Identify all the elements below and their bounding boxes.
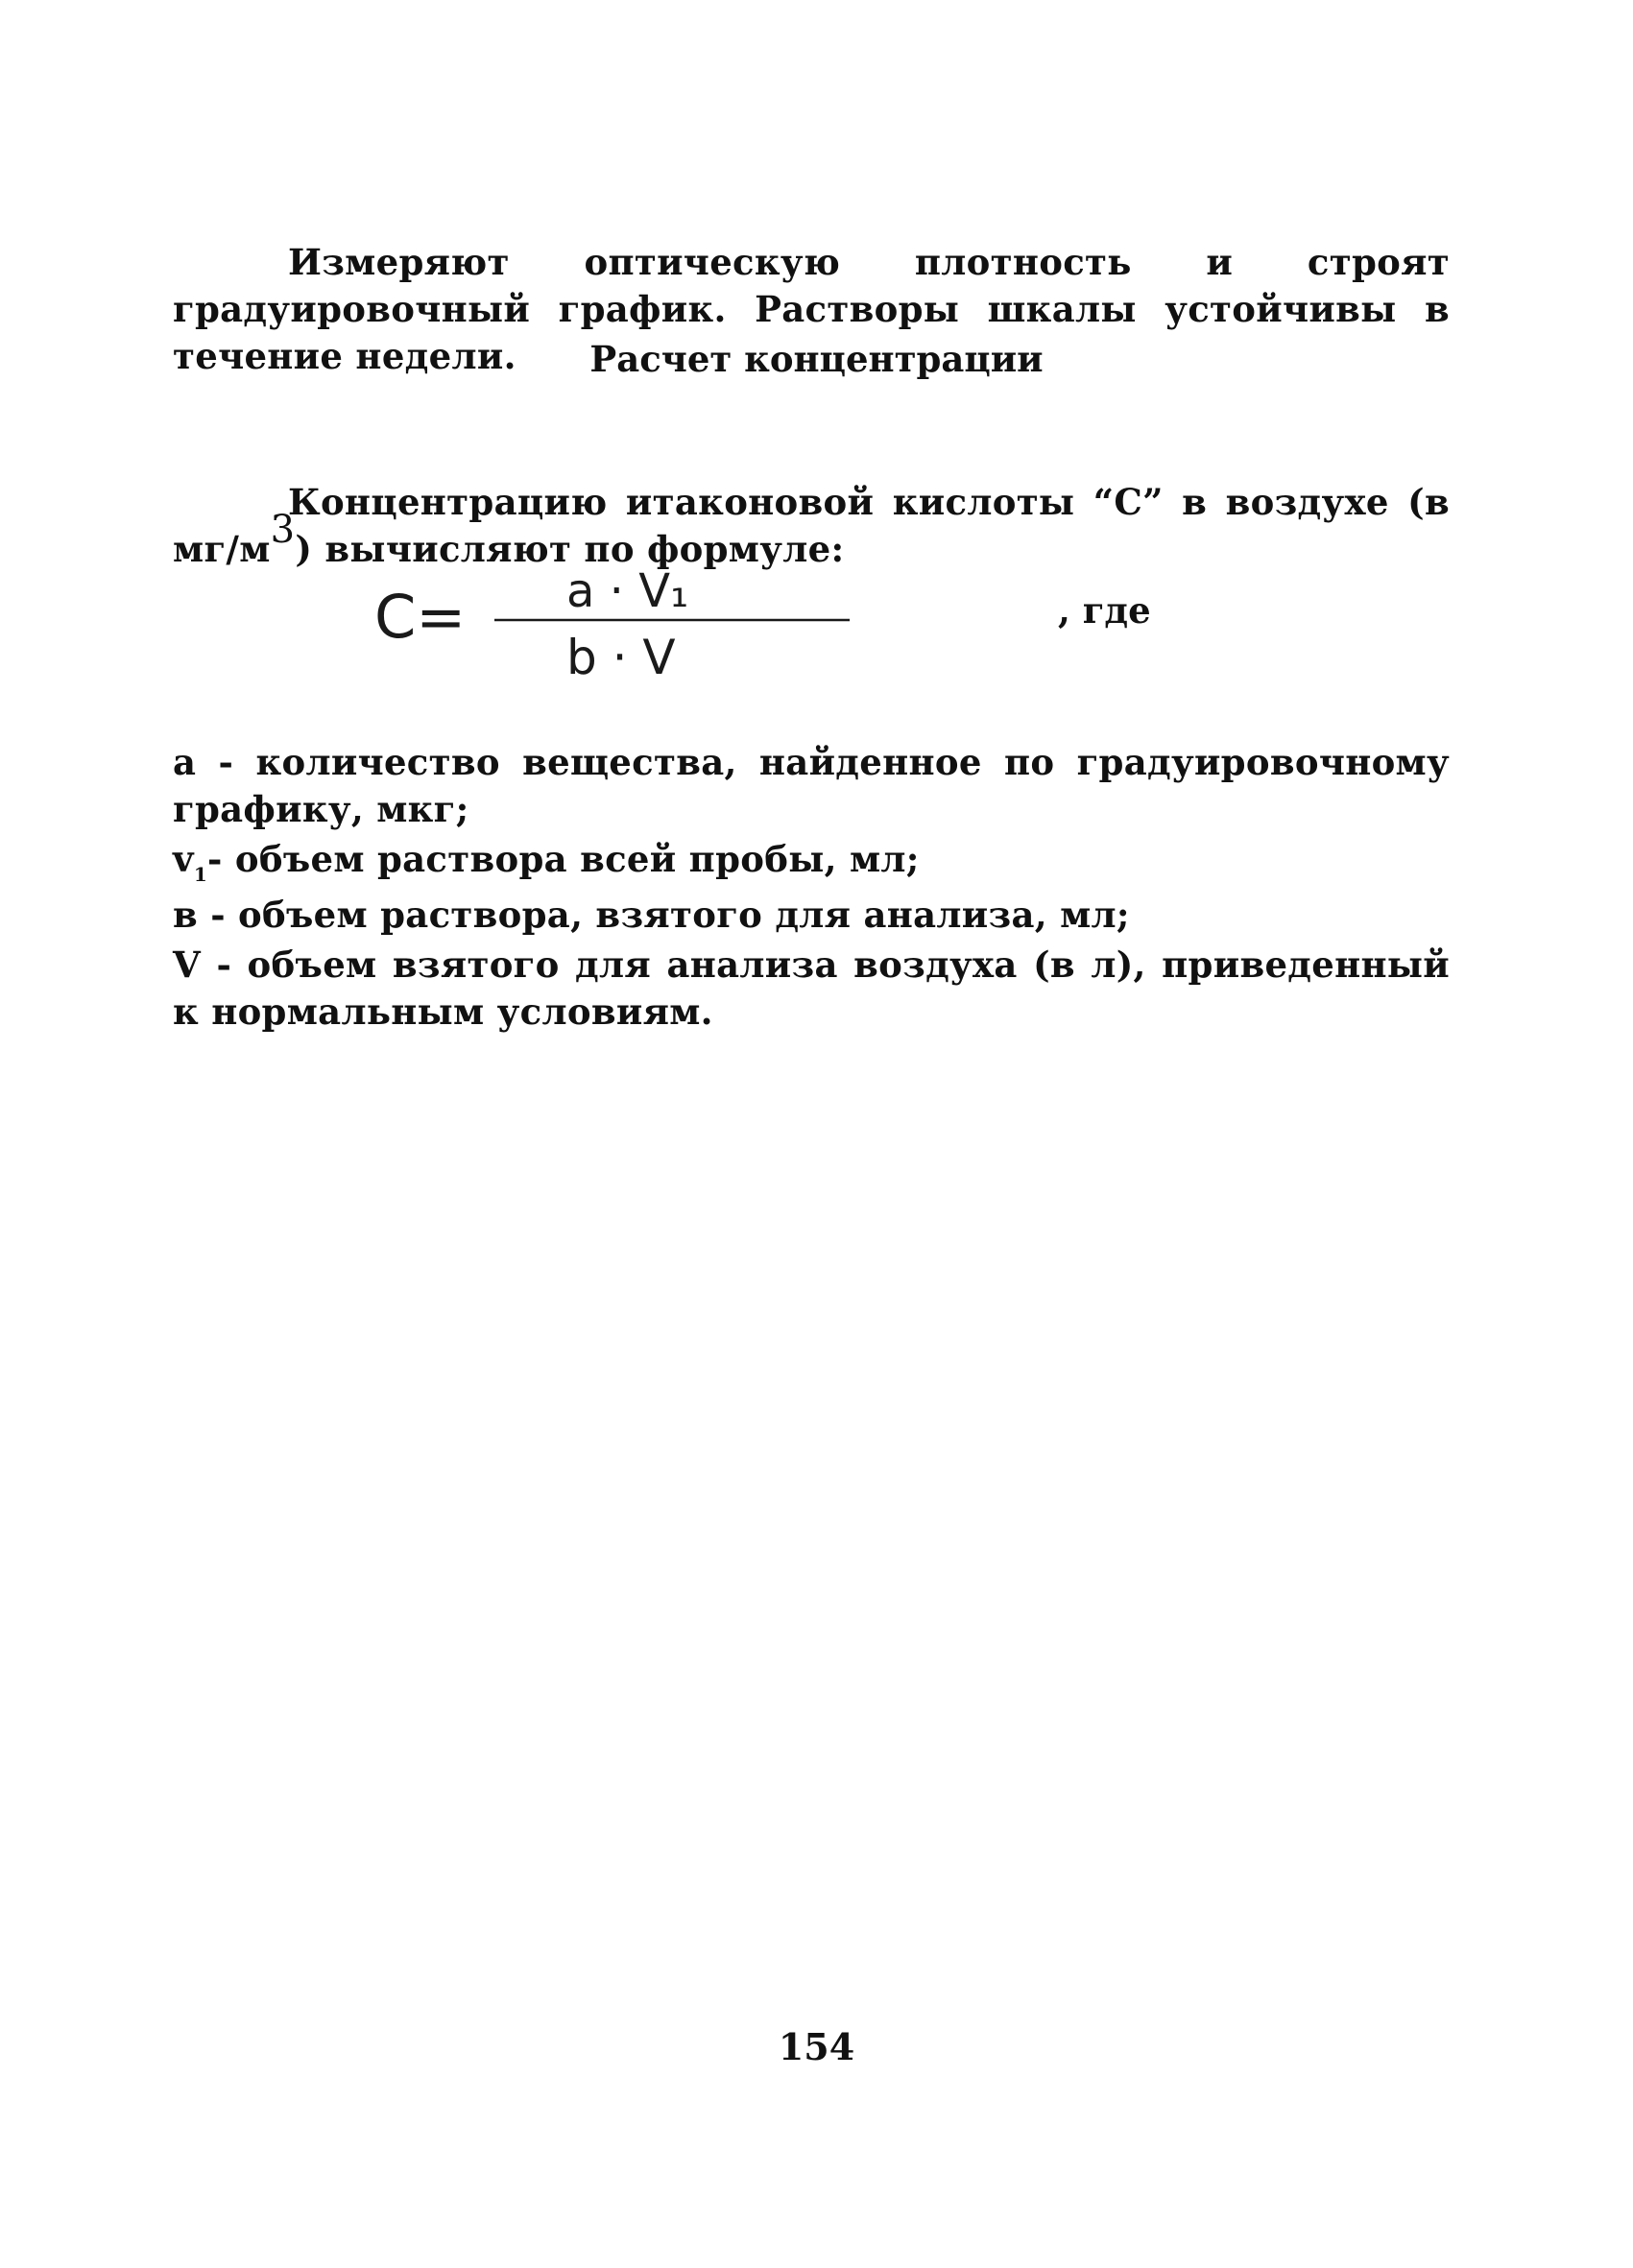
formula-denominator: b · V — [566, 630, 676, 685]
formula-lhs: C= — [374, 582, 467, 652]
definition-symbol: в — [173, 894, 199, 936]
formula-where: , где — [1058, 589, 1151, 632]
paragraph-formula-intro — [173, 479, 1450, 573]
definition-item — [173, 942, 1450, 1036]
definition-text: - объем взятого для анализа воздуха (в л), приведенный к нормальным условиям. — [173, 943, 1450, 1033]
definition-text: - объем раствора, взятого для анализа, мл; — [198, 894, 1130, 936]
definitions-list — [173, 739, 1450, 1039]
page-number: 154 — [778, 2025, 855, 2068]
paragraph-formula-intro-text: Концентрацию итаконовой кислоты “С” в воздухе (в мг/м — [173, 481, 1450, 570]
definition-symbol: а — [173, 741, 197, 783]
paragraph-formula-intro-text2: вычисляют по формуле: — [312, 528, 845, 570]
section-heading: Расчет концентрации — [589, 338, 1044, 380]
definition-symbol: v — [173, 838, 194, 880]
cubic-superscript: 3 — [270, 508, 296, 552]
definition-symbol: V — [173, 943, 202, 986]
definition-item — [173, 892, 1450, 939]
formula-svg — [365, 561, 902, 685]
paragraph-calibration: Измеряют оптическую плотность и строят градуировочный график. Растворы шкалы устойчивы в течение недели. — [173, 241, 1450, 377]
paragraph-formula-intro-close: ) — [295, 528, 313, 570]
definition-text: - количество вещества, найденное по градуировочному графику, мкг; — [173, 741, 1450, 830]
definition-item — [173, 739, 1450, 833]
definition-item — [173, 836, 1450, 889]
definition-text: - объем раствора всей пробы, мл; — [207, 838, 920, 880]
formula-numerator: a · V₁ — [566, 564, 689, 618]
definition-subscript: 1 — [193, 863, 208, 886]
formula — [365, 561, 902, 685]
